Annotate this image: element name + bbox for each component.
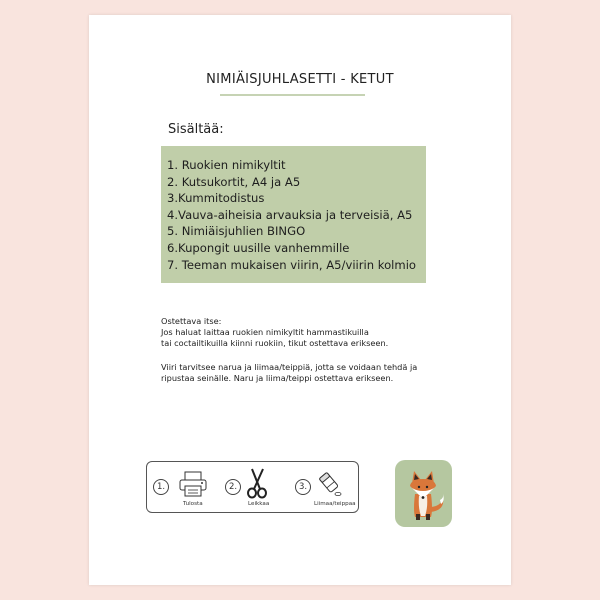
list-item: 7. Teeman mukaisen viirin, A5/viirin kolmio [167,257,417,272]
instruction-steps [146,461,359,513]
notes-line: ripustaa seinälle. Naru ja liima/teippi ostettava erikseen. [161,373,394,383]
list-item: 1. Ruokien nimikyltit [167,158,286,172]
document-title: NIMIÄISJUHLASETTI - KETUT [206,72,394,87]
list-item: 2. Kutsukortit, A4 ja A5 [167,174,301,189]
fox-card [395,460,452,527]
document-page [89,15,511,585]
step-label: Leikkaa [248,501,270,507]
notes-line: tai coctailtikuilla kiinni ruokiin, tikut ostettava erikseen. [161,338,389,348]
notes-line: Viiri tarvitsee narua ja liimaa/teippiä, jotta se voidaan tehdä ja [161,362,418,372]
list-item: 4.Vauva-aiheisia arvauksia ja terveisiä, A5 [167,207,413,222]
step-number: 1. [153,479,169,495]
step-label: Liimaa/teippaa [314,501,356,507]
printer-icon [178,471,208,497]
contents-list [161,146,426,273]
list-item: 3.Kummitodistus [167,191,265,206]
list-item: 6.Kupongit uusille vanhemmille [167,240,350,255]
step-number: 2. [225,479,241,495]
contents-list-box [161,146,426,283]
step-label: Tulosta [183,501,203,507]
glue-stick-icon [317,471,343,497]
step-number: 3. [295,479,311,495]
title-underline [220,94,365,96]
scissors-icon [246,467,268,499]
notes-heading: Ostettava itse: [161,316,222,326]
notes-line: Jos haluat laittaa ruokien nimikyltit hammastikuilla [161,327,369,337]
list-item: 5. Nimiäisjuhlien BINGO [167,224,306,239]
fox-icon [395,460,452,527]
contents-label: Sisältää: [168,122,224,137]
